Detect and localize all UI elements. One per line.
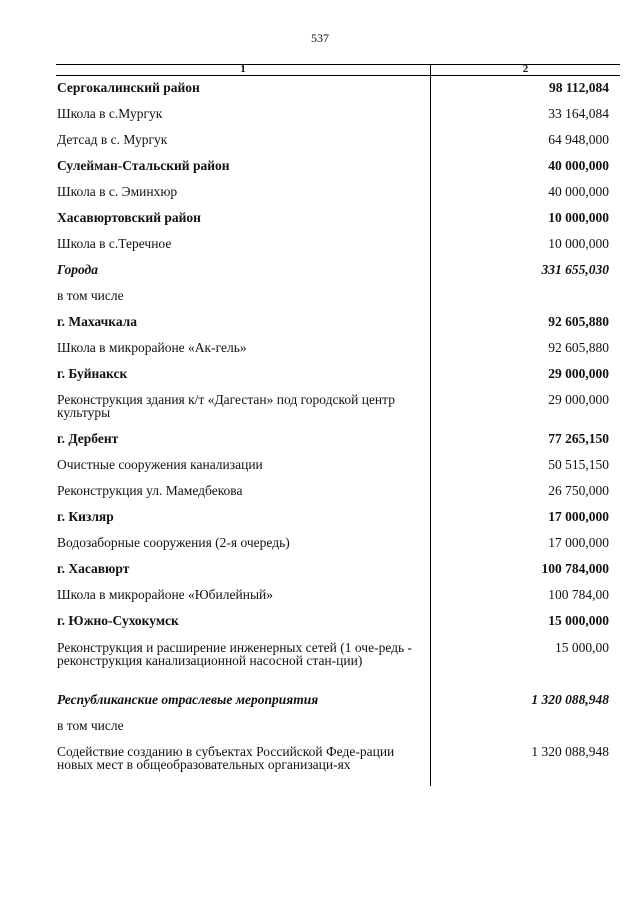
header-bottom-rule [56, 75, 620, 76]
row-label: Очистные сооружения канализации [57, 457, 263, 472]
row-label: Школа в с.Теречное [57, 236, 172, 251]
row-amount: 77 265,150 [548, 431, 609, 446]
row-label: г. Хасавюрт [57, 561, 130, 576]
row-label: г. Южно-Сухокумск [57, 613, 179, 628]
row-label: Детсад в с. Мургук [57, 132, 168, 147]
row-label: Сулейман-Стальский район [57, 158, 230, 173]
row-amount: 10 000,000 [548, 210, 609, 225]
row-label: Школа в с.Мургук [57, 106, 163, 121]
row-amount: 331 655,030 [541, 262, 609, 277]
page-number: 537 [311, 31, 329, 45]
row-label: Республиканские отраслевые мероприятия [57, 692, 319, 707]
row-amount: 92 605,880 [548, 314, 609, 329]
row-label: в том числе [57, 288, 124, 303]
row-label: Города [57, 262, 98, 277]
row-amount: 15 000,000 [548, 613, 609, 628]
row-amount: 40 000,000 [548, 158, 609, 173]
column-divider [430, 64, 431, 786]
row-label: Реконструкция здания к/т «Дагестан» под городской центр культуры [57, 392, 395, 420]
row-amount: 92 605,880 [548, 340, 609, 355]
row-label: Сергокалинский район [57, 80, 200, 95]
row-amount: 98 112,084 [548, 80, 609, 95]
row-label: г. Дербент [57, 431, 119, 446]
row-amount: 26 750,000 [548, 483, 609, 498]
row-amount: 29 000,000 [548, 366, 609, 381]
row-amount: 29 000,000 [548, 392, 609, 407]
row-label: Школа в микрорайоне «Ак-гель» [57, 340, 247, 355]
row-amount: 100 784,00 [548, 587, 609, 602]
row-label: Школа в с. Эминхюр [57, 184, 178, 199]
column-header-1: 1 [240, 63, 246, 75]
row-label: Реконструкция ул. Мамедбекова [57, 483, 243, 498]
row-amount: 33 164,084 [548, 106, 609, 121]
row-label: г. Махачкала [57, 314, 138, 329]
row-label: Школа в микрорайоне «Юбилейный» [57, 587, 273, 602]
row-amount: 40 000,000 [548, 184, 609, 199]
row-label: г. Буйнакск [57, 366, 128, 381]
row-label: в том числе [57, 718, 124, 733]
row-amount: 17 000,000 [548, 509, 609, 524]
row-amount: 15 000,00 [555, 640, 609, 655]
row-amount: 100 784,000 [541, 561, 609, 576]
row-amount: 1 320 088,948 [531, 744, 609, 759]
row-amount: 17 000,000 [548, 535, 609, 550]
column-header-2: 2 [522, 63, 529, 75]
row-amount: 10 000,000 [548, 236, 609, 251]
row-amount: 50 515,150 [548, 457, 609, 472]
row-label: Водозаборные сооружения (2-я очередь) [57, 535, 290, 550]
row-label: г. Кизляр [57, 509, 114, 524]
row-label: Хасавюртовский район [57, 210, 201, 225]
row-label: Реконструкция и расширение инженерных сетей (1 оче-редь - реконструкция канализационной насосной стан-ции) [57, 640, 413, 668]
row-label: Содействие созданию в субъектах Российской Феде-рации новых мест в общеобразовательных организаци-ях [57, 744, 395, 772]
row-amount: 1 320 088,948 [531, 692, 609, 707]
row-amount: 64 948,000 [548, 132, 609, 147]
